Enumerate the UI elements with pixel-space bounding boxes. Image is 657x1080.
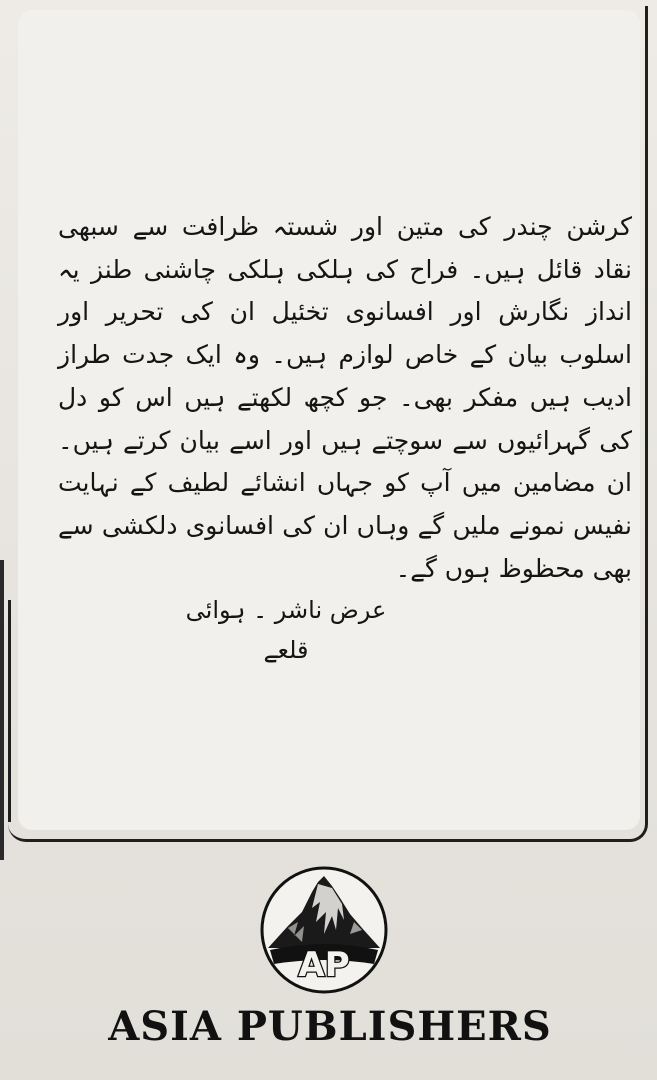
- frame-left-edge: [8, 600, 11, 822]
- publisher-note-paragraph: کرشن چندر کی متین اور شستہ ظرافت سے سبھی نقاد قائل ہیں۔ فراح کی ہلکی ہلکی چاشنی طنز یہ انداز نگارش اور افسانوی تخئیل ان کی تحریر اور اسلوب بیان کے خاص لوازم ہیں۔ وہ ایک جدت طراز ادیب ہیں مفکر بھی۔ جو کچھ لکھتے ہیں اس کو دل کی گہرائیوں سے سوچتے ہیں اور اسے بیان کرتے ہیں۔ ان مضامین میں آپ کو جہاں انشائے لطیف کے نہایت نفیس نمونے ملیں گے وہاں ان کی افسانوی دلکشی سے بھی محظوظ ہوں گے۔: [58, 212, 632, 583]
- publisher-note-text: [58, 206, 632, 590]
- mountain-logo-icon: [258, 864, 390, 996]
- logo-monogram: AP: [298, 945, 350, 985]
- publisher-logo: [258, 864, 390, 996]
- signature-line: عرض ناشر ۔ ہوائی قلعے: [185, 596, 387, 664]
- spine-line: [0, 560, 4, 860]
- publisher-name: ASIA PUBLISHERS: [108, 1003, 552, 1050]
